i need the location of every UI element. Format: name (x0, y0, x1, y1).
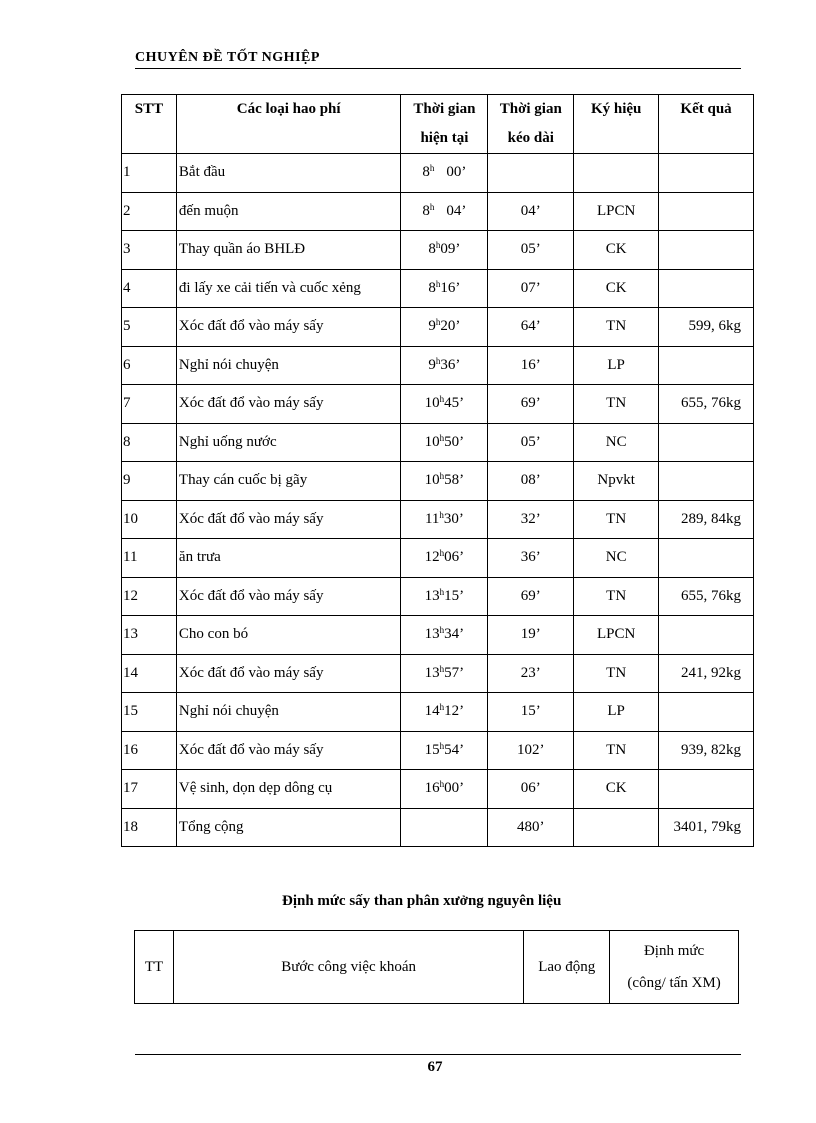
table-row (122, 654, 754, 693)
row-stt: 5 (122, 308, 177, 347)
row-current-time (401, 462, 488, 501)
row-duration: 05’ (488, 231, 574, 270)
time-minute: 45’ (444, 395, 465, 412)
row-duration: 16’ (488, 346, 574, 385)
row-duration: 64’ (488, 308, 574, 347)
table-row (122, 192, 754, 231)
header-rule (135, 68, 741, 69)
row-result (659, 154, 754, 193)
row-duration: 19’ (488, 616, 574, 655)
row-symbol: TN (574, 577, 659, 616)
table-row (122, 462, 754, 501)
row-description: ăn trưa (176, 539, 401, 578)
row-description: Bắt đầu (176, 154, 401, 193)
hour-marker: h (439, 779, 445, 790)
row-stt: 8 (122, 423, 177, 462)
row-stt: 6 (122, 346, 177, 385)
row-current-time (401, 231, 488, 270)
hour-marker: h (435, 317, 441, 328)
col-stt: STT (122, 95, 177, 154)
row-description: đến muộn (176, 192, 401, 231)
row-stt: 10 (122, 500, 177, 539)
hour-marker: h (439, 586, 445, 597)
time-hour: 10 (424, 395, 440, 412)
norm-section-title: Định mức sấy than phân xưởng nguyên liệu (282, 893, 562, 909)
row-current-time (401, 154, 488, 193)
row-description: Xóc đất đổ vào máy sấy (176, 654, 401, 693)
row-current-time (401, 577, 488, 616)
row-description: Vệ sinh, dọn dẹp dông cụ (176, 770, 401, 809)
col-current-time: Thời gian hiện tại (401, 95, 488, 154)
hour-marker: h (439, 394, 445, 405)
row-description: Tổng cộng (176, 808, 401, 847)
row-result: 3401, 79kg (659, 808, 754, 847)
row-description: Xóc đất đổ vào máy sấy (176, 731, 401, 770)
time-hour: 8 (428, 279, 436, 296)
row-symbol: CK (574, 269, 659, 308)
footer-rule (135, 1054, 741, 1055)
table-row (122, 500, 754, 539)
row-stt: 1 (122, 154, 177, 193)
row-stt: 14 (122, 654, 177, 693)
row-result: 241, 92kg (659, 654, 754, 693)
time-hour: 8 (422, 202, 430, 219)
row-current-time (401, 308, 488, 347)
row-description: Xóc đất đổ vào máy sấy (176, 385, 401, 424)
row-description: Nghỉ nói chuyện (176, 693, 401, 732)
hour-marker: h (439, 702, 445, 713)
row-stt: 2 (122, 192, 177, 231)
time-minute: 00’ (444, 780, 465, 797)
row-symbol: TN (574, 654, 659, 693)
hour-marker: h (435, 278, 441, 289)
row-description: Xóc đất đổ vào máy sấy (176, 577, 401, 616)
row-description: Xóc đất đổ vào máy sấy (176, 500, 401, 539)
row-current-time (401, 269, 488, 308)
col-duration: Thời gian kéo dài (488, 95, 574, 154)
row-symbol: Npvkt (574, 462, 659, 501)
row-stt: 11 (122, 539, 177, 578)
table-body (122, 154, 754, 847)
row-duration: 36’ (488, 539, 574, 578)
row-stt: 18 (122, 808, 177, 847)
time-minute: 30’ (443, 510, 464, 527)
row-current-time (401, 385, 488, 424)
table-row (122, 346, 754, 385)
row-symbol: CK (574, 231, 659, 270)
row-stt: 17 (122, 770, 177, 809)
col-result: Kết quả (659, 95, 754, 154)
row-duration: 04’ (488, 192, 574, 231)
table-row (122, 269, 754, 308)
table-row (122, 308, 754, 347)
time-minute: 57’ (444, 664, 465, 681)
hour-marker: h (435, 240, 441, 251)
time-minute: 15’ (444, 587, 465, 604)
row-description: Thay cán cuốc bị gãy (176, 462, 401, 501)
row-symbol: LP (574, 346, 659, 385)
time-hour: 11 (424, 510, 440, 527)
time-hour: 10 (424, 433, 440, 450)
row-symbol: TN (574, 385, 659, 424)
row-stt: 3 (122, 231, 177, 270)
row-current-time (401, 192, 488, 231)
row-result (659, 539, 754, 578)
row-current-time (401, 616, 488, 655)
hour-marker: h (439, 663, 445, 674)
norm-col-tt: TT (135, 931, 174, 1004)
table-row (122, 231, 754, 270)
document-header: CHUYÊN ĐỀ TỐT NGHIỆP (135, 50, 320, 65)
row-current-time (401, 423, 488, 462)
row-current-time (401, 346, 488, 385)
hour-marker: h (439, 548, 445, 559)
table-row (122, 770, 754, 809)
row-result: 655, 76kg (659, 385, 754, 424)
row-symbol: TN (574, 500, 659, 539)
hour-marker: h (439, 432, 445, 443)
row-symbol: LP (574, 693, 659, 732)
time-hour: 9 (428, 318, 436, 335)
row-result (659, 269, 754, 308)
row-duration: 06’ (488, 770, 574, 809)
time-hour: 15 (424, 741, 440, 758)
time-minute: 12’ (444, 703, 465, 720)
row-result: 939, 82kg (659, 731, 754, 770)
row-stt: 13 (122, 616, 177, 655)
table-row (122, 423, 754, 462)
time-hour: 8 (422, 164, 430, 181)
time-minute: 16’ (440, 279, 461, 296)
row-result (659, 192, 754, 231)
row-symbol: CK (574, 770, 659, 809)
time-hour: 13 (424, 587, 440, 604)
row-symbol: LPCN (574, 616, 659, 655)
time-minute: 06’ (444, 549, 465, 566)
row-current-time (401, 500, 488, 539)
table-row (122, 616, 754, 655)
row-duration: 23’ (488, 654, 574, 693)
hour-marker: h (439, 625, 445, 636)
row-result: 599, 6kg (659, 308, 754, 347)
row-current-time (401, 693, 488, 732)
row-result (659, 693, 754, 732)
table-header-row (122, 95, 754, 154)
time-hour: 8 (428, 241, 436, 258)
row-symbol: NC (574, 423, 659, 462)
row-symbol: NC (574, 539, 659, 578)
row-description: Thay quần áo BHLĐ (176, 231, 401, 270)
time-minute: 20’ (440, 318, 461, 335)
row-description: Nghỉ uống nước (176, 423, 401, 462)
norm-col-norm: Định mức (công/ tấn XM) (610, 931, 739, 1004)
hour-marker: h (429, 201, 435, 212)
row-current-time (401, 654, 488, 693)
row-result: 289, 84kg (659, 500, 754, 539)
hour-marker: h (435, 355, 441, 366)
norm-table (134, 930, 739, 1004)
row-result (659, 770, 754, 809)
row-symbol (574, 154, 659, 193)
row-duration: 69’ (488, 577, 574, 616)
row-result (659, 423, 754, 462)
row-duration: 480’ (488, 808, 574, 847)
time-minute: 34’ (444, 626, 465, 643)
col-cost-type: Các loại hao phí (176, 95, 401, 154)
row-duration: 15’ (488, 693, 574, 732)
time-minute: 58’ (444, 472, 465, 489)
row-symbol: TN (574, 731, 659, 770)
table-row (122, 539, 754, 578)
time-study-table (121, 94, 754, 847)
row-symbol: LPCN (574, 192, 659, 231)
table-row (122, 577, 754, 616)
row-result (659, 346, 754, 385)
row-duration: 07’ (488, 269, 574, 308)
time-hour: 13 (424, 664, 440, 681)
row-duration: 08’ (488, 462, 574, 501)
page-number: 67 (427, 1059, 443, 1075)
row-description: Nghỉ nói chuyện (176, 346, 401, 385)
row-result (659, 462, 754, 501)
time-minute: 54’ (444, 741, 465, 758)
time-hour: 13 (424, 626, 440, 643)
row-description: Xóc đất đổ vào máy sấy (176, 308, 401, 347)
hour-marker: h (439, 471, 445, 482)
time-hour: 10 (424, 472, 440, 489)
row-duration: 32’ (488, 500, 574, 539)
time-minute: 36’ (440, 356, 461, 373)
row-description: Cho con bó (176, 616, 401, 655)
row-stt: 15 (122, 693, 177, 732)
time-hour: 9 (428, 356, 436, 373)
hour-marker: h (429, 163, 435, 174)
row-duration: 05’ (488, 423, 574, 462)
row-stt: 4 (122, 269, 177, 308)
row-description: đi lấy xe cải tiến và cuốc xẻng (176, 269, 401, 308)
row-current-time (401, 539, 488, 578)
row-current-time (401, 808, 488, 847)
hour-marker: h (439, 509, 444, 520)
table-row (122, 808, 754, 847)
norm-header-row (135, 931, 739, 1004)
row-result (659, 616, 754, 655)
table-row (122, 154, 754, 193)
row-stt: 7 (122, 385, 177, 424)
row-current-time (401, 731, 488, 770)
row-result: 655, 76kg (659, 577, 754, 616)
time-minute: 50’ (444, 433, 465, 450)
col-symbol: Ký hiệu (574, 95, 659, 154)
row-symbol (574, 808, 659, 847)
time-hour: 12 (424, 549, 440, 566)
row-duration (488, 154, 574, 193)
table-row (122, 731, 754, 770)
table-row (122, 385, 754, 424)
row-stt: 9 (122, 462, 177, 501)
hour-marker: h (439, 740, 445, 751)
time-minute: 04’ (446, 202, 467, 219)
table-row (122, 693, 754, 732)
row-current-time (401, 770, 488, 809)
norm-col-step: Bước công việc khoán (173, 931, 523, 1004)
row-stt: 16 (122, 731, 177, 770)
row-duration: 69’ (488, 385, 574, 424)
row-result (659, 231, 754, 270)
row-symbol: TN (574, 308, 659, 347)
norm-col-labor: Lao động (524, 931, 610, 1004)
time-minute: 09’ (440, 241, 461, 258)
time-hour: 14 (424, 703, 440, 720)
row-stt: 12 (122, 577, 177, 616)
time-hour: 16 (424, 780, 440, 797)
time-minute: 00’ (446, 164, 467, 181)
row-duration: 102’ (488, 731, 574, 770)
